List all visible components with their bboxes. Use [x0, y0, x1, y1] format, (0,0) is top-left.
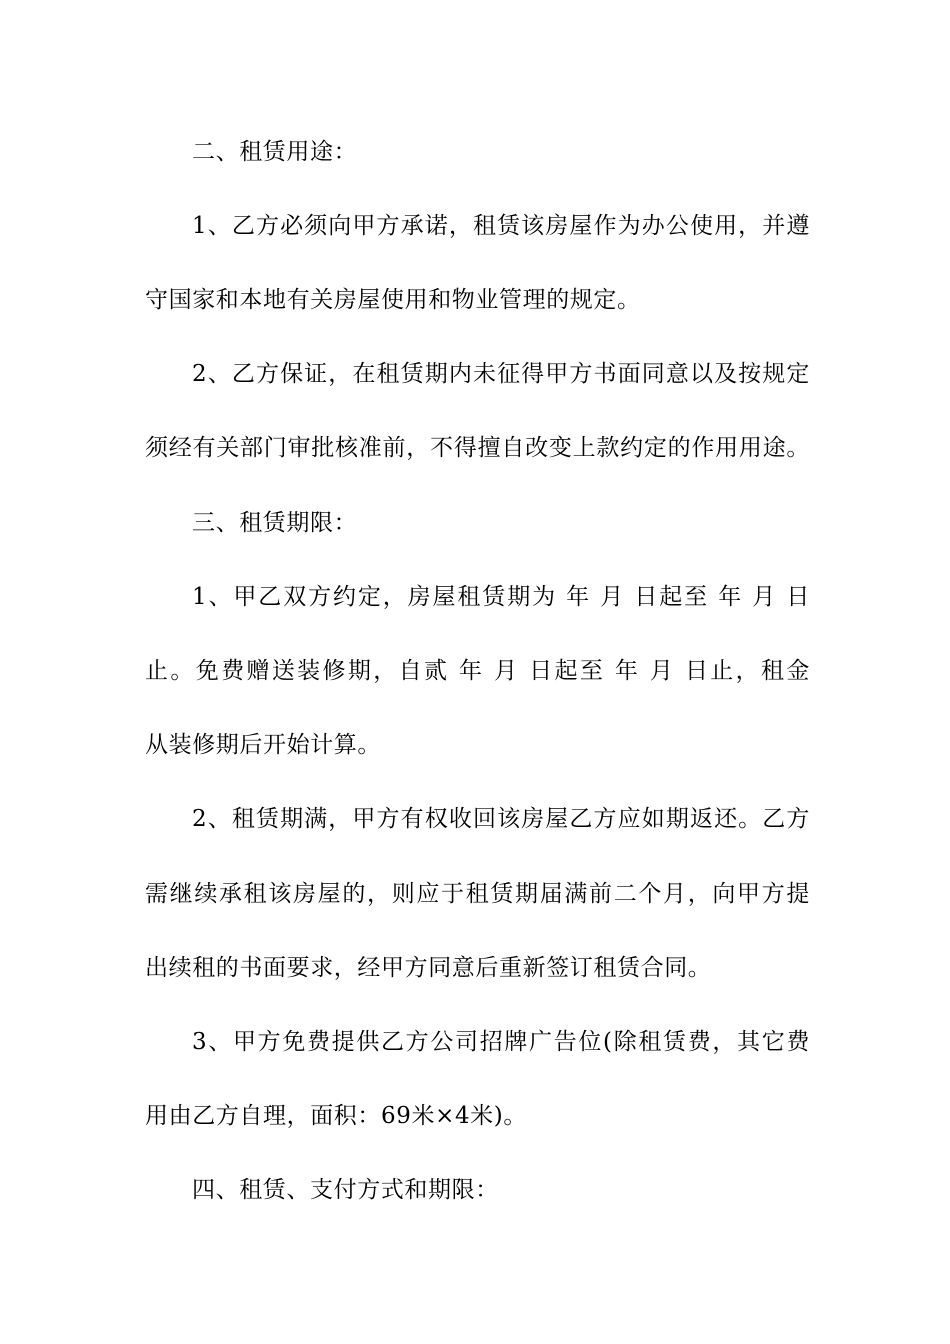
paragraph-line: 须经有关部门审批核准前，不得擅自改变上款约定的作用用途。	[145, 435, 810, 461]
section-heading-lease-term: 三、租赁期限：	[192, 510, 358, 536]
section-heading-payment-terms: 四、租赁、支付方式和期限：	[192, 1177, 499, 1203]
paragraph-line: 3、甲方免费提供乙方公司招牌广告位(除租赁费，其它费	[192, 1029, 810, 1055]
paragraph-line: 用由乙方自理，面积：69米×4米)。	[145, 1103, 527, 1129]
paragraph-line: 守国家和本地有关房屋使用和物业管理的规定。	[145, 287, 641, 313]
section-heading-lease-purpose: 二、租赁用途：	[192, 139, 358, 165]
paragraph-line: 2、租赁期满，甲方有权收回该房屋乙方应如期返还。乙方	[192, 806, 810, 832]
paragraph-line: 从装修期后开始计算。	[145, 732, 381, 758]
paragraph-line: 需继续承租该房屋的，则应于租赁期届满前二个月，向甲方提	[145, 881, 810, 907]
paragraph-line: 止。免费赠送装修期，自贰 年 月 日起至 年 月 日止，租金	[145, 658, 810, 684]
paragraph-line: 1、乙方必须向甲方承诺，租赁该房屋作为办公使用，并遵	[192, 213, 810, 239]
paragraph-line: 2、乙方保证，在租赁期内未征得甲方书面同意以及按规定	[192, 361, 810, 387]
paragraph-line: 1、甲乙双方约定，房屋租赁期为 年 月 日起至 年 月 日	[192, 584, 810, 610]
paragraph-line: 出续租的书面要求，经甲方同意后重新签订租赁合同。	[145, 955, 712, 981]
